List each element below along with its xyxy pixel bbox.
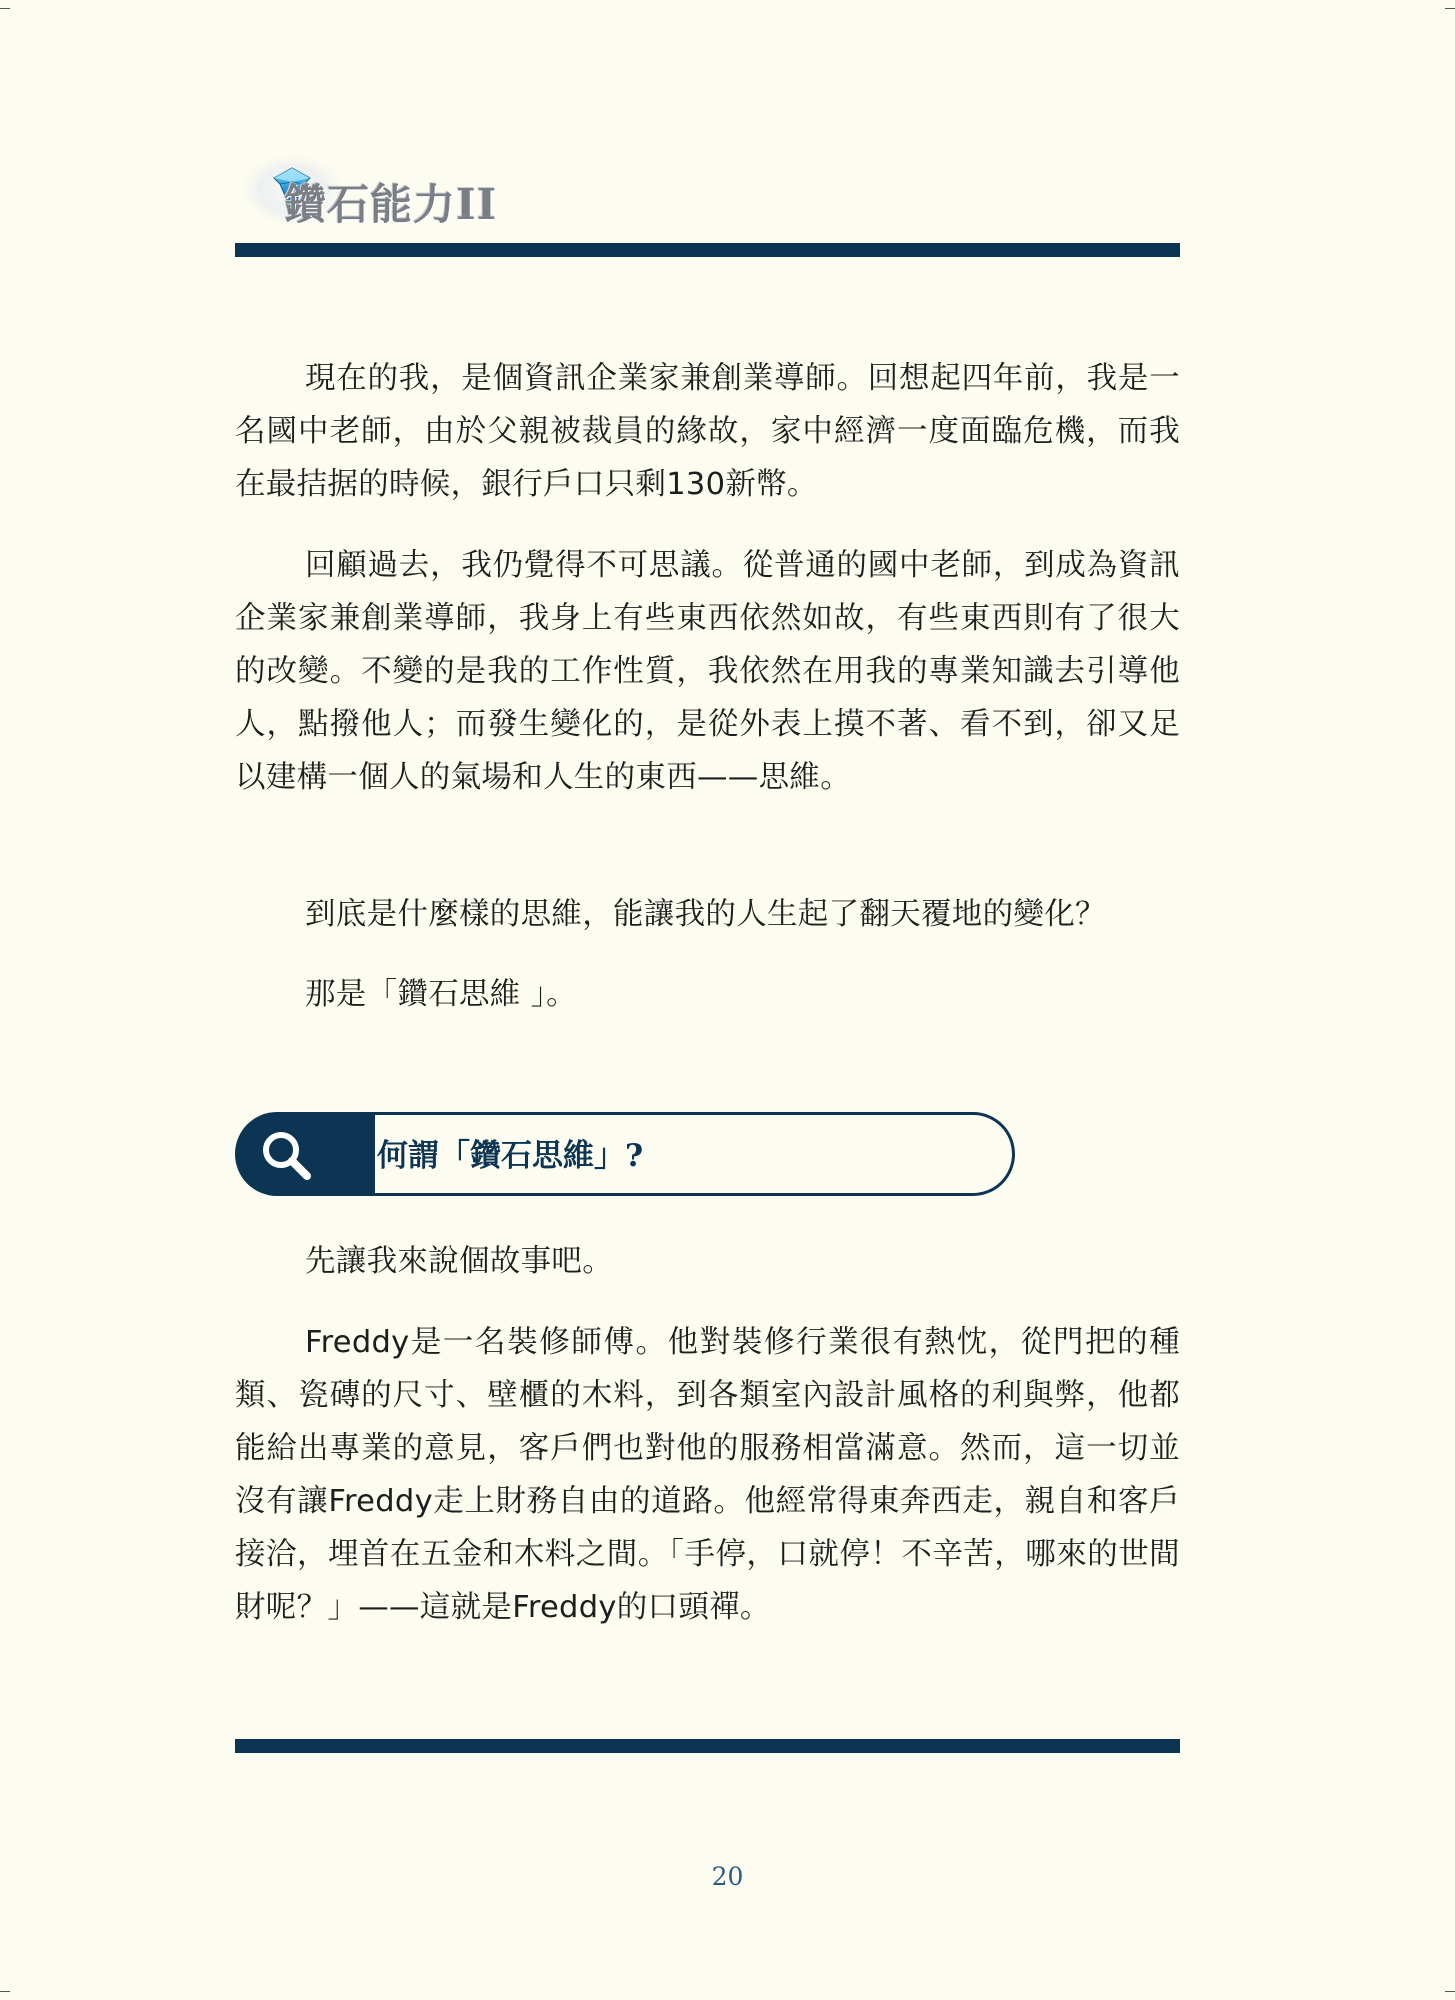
footer-rule [235, 1739, 1180, 1753]
crop-mark-bottom-right [1445, 1991, 1455, 1992]
search-icon [259, 1128, 315, 1184]
section-heading: 何謂「鑽石思維」? [377, 1138, 644, 1174]
paragraph-3: 到底是什麼樣的思維，能讓我的人生起了翻天覆地的變化？ [305, 897, 1106, 932]
paragraph-4: 那是「鑽石思維 」。 [305, 977, 577, 1012]
header-rule [235, 243, 1180, 257]
book-logo [232, 138, 498, 238]
paragraph-5: 先讓我來說個故事吧。 [305, 1244, 613, 1279]
logo-text: 鑽石能力II [284, 180, 498, 229]
crop-mark-bottom-left [0, 1991, 10, 1992]
section-heading-bar [235, 1112, 1015, 1196]
crop-mark-top-right [1445, 8, 1455, 9]
paragraph-6: Freddy是一名裝修師傅。他對裝修行業很有熱忱，從門把的種類、瓷磚的尺寸、壁櫃的木料，到各類室內設計風格的利與弊，他都能給出專業的意見，客戶們也對他的服務相當滿意。然而，這一切並沒有讓Freddy走上財務自由的道路。他經常得東奔西走，親自和客戶接洽，埋首在五金和木料之間。「手停，口就停！不辛苦，哪來的世間財呢？」——這就是Freddy的口頭禪。 [235, 1325, 1180, 1625]
paragraph-2: 回顧過去，我仍覺得不可思議。從普通的國中老師，到成為資訊企業家兼創業導師，我身上有些東西依然如故，有些東西則有了很大的改變。不變的是我的工作性質，我依然在用我的專業知識去引導他人，點撥他人；而發生變化的，是從外表上摸不著、看不到，卻又足以建構一個人的氣場和人生的東西——思維。 [235, 548, 1180, 795]
page-number: 20 [711, 1862, 744, 1891]
paragraph-1: 現在的我，是個資訊企業家兼創業導師。回想起四年前，我是一名國中老師，由於父親被裁員的緣故，家中經濟一度面臨危機，而我在最拮据的時候，銀行戶口只剩130新幣。 [235, 361, 1180, 502]
crop-mark-top-left [0, 8, 10, 9]
